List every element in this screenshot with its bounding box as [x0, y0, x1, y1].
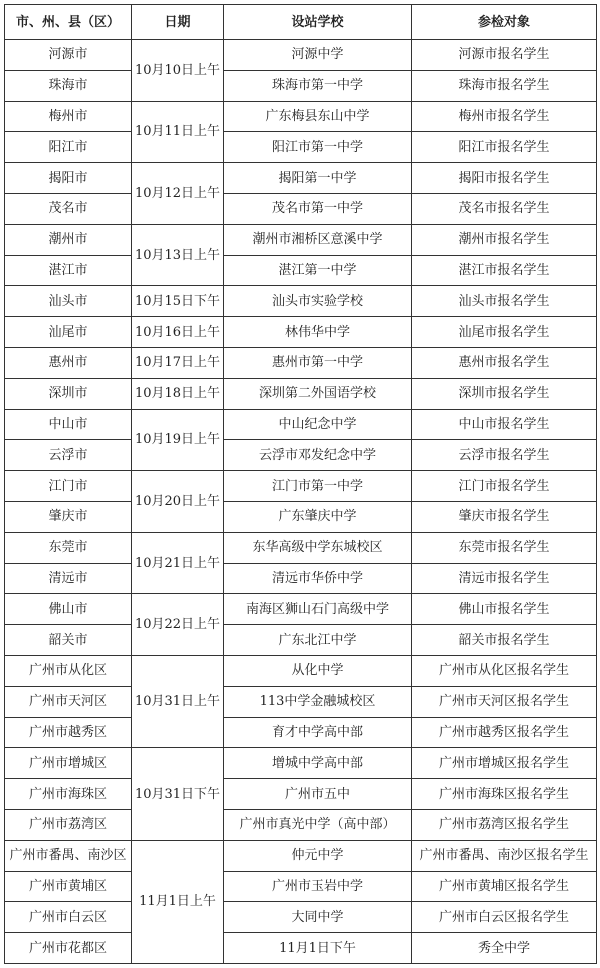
date-cell: 10月22日上午 [132, 594, 224, 656]
table-row [5, 655, 597, 686]
target-cell: 广州市从化区报名学生 [412, 655, 597, 686]
header-school: 设站学校 [224, 5, 412, 40]
date-cell: 10月20日上午 [132, 471, 224, 533]
table-row [5, 440, 597, 471]
school-cell: 从化中学 [224, 655, 412, 686]
target-cell: 广州市增城区报名学生 [412, 748, 597, 779]
date-cell: 10月21日上午 [132, 532, 224, 594]
header-target: 参检对象 [412, 5, 597, 40]
table-row [5, 409, 597, 440]
header-region: 市、州、县（区） [5, 5, 132, 40]
region-cell: 佛山市 [5, 594, 132, 625]
target-cell: 佛山市报名学生 [412, 594, 597, 625]
table-row [5, 532, 597, 563]
region-cell: 梅州市 [5, 101, 132, 132]
school-cell: 仲元中学 [224, 840, 412, 871]
school-cell: 育才中学高中部 [224, 717, 412, 748]
school-cell: 汕头市实验学校 [224, 286, 412, 317]
region-cell: 河源市 [5, 40, 132, 71]
target-cell: 茂名市报名学生 [412, 193, 597, 224]
target-cell: 广州市越秀区报名学生 [412, 717, 597, 748]
region-cell: 江门市 [5, 471, 132, 502]
header-row [5, 5, 597, 40]
school-cell: 惠州市第一中学 [224, 347, 412, 378]
region-cell: 揭阳市 [5, 163, 132, 194]
table-row [5, 224, 597, 255]
table-row [5, 686, 597, 717]
table-row [5, 193, 597, 224]
target-cell: 广州市白云区报名学生 [412, 902, 597, 933]
table-row [5, 933, 597, 964]
region-cell: 茂名市 [5, 193, 132, 224]
target-cell: 汕头市报名学生 [412, 286, 597, 317]
date-cell: 10月31日上午 [132, 655, 224, 747]
table-row [5, 871, 597, 902]
region-cell: 广州市黄埔区 [5, 871, 132, 902]
table-row [5, 347, 597, 378]
date-cell: 10月15日下午 [132, 286, 224, 317]
region-cell: 汕尾市 [5, 317, 132, 348]
school-cell: 揭阳第一中学 [224, 163, 412, 194]
school-cell: 湛江第一中学 [224, 255, 412, 286]
table-row [5, 809, 597, 840]
table-row [5, 101, 597, 132]
region-cell: 广州市番禺、南沙区 [5, 840, 132, 871]
table-row [5, 471, 597, 502]
school-cell: 增城中学高中部 [224, 748, 412, 779]
region-cell: 潮州市 [5, 224, 132, 255]
table-row [5, 40, 597, 71]
table-row [5, 594, 597, 625]
school-cell: 南海区狮山石门高级中学 [224, 594, 412, 625]
target-cell: 清远市报名学生 [412, 563, 597, 594]
region-cell: 广州市花都区 [5, 933, 132, 964]
table-row [5, 286, 597, 317]
table-row [5, 163, 597, 194]
region-cell: 东莞市 [5, 532, 132, 563]
school-cell: 广州市真光中学（高中部） [224, 809, 412, 840]
region-cell: 广州市海珠区 [5, 779, 132, 810]
region-cell: 惠州市 [5, 347, 132, 378]
school-cell: 茂名市第一中学 [224, 193, 412, 224]
table-row [5, 378, 597, 409]
table-row [5, 132, 597, 163]
region-cell: 广州市越秀区 [5, 717, 132, 748]
target-cell: 梅州市报名学生 [412, 101, 597, 132]
region-cell: 肇庆市 [5, 501, 132, 532]
target-cell: 深圳市报名学生 [412, 378, 597, 409]
region-cell: 广州市天河区 [5, 686, 132, 717]
target-cell: 广州市海珠区报名学生 [412, 779, 597, 810]
region-cell: 韶关市 [5, 625, 132, 656]
table-row [5, 255, 597, 286]
school-cell: 阳江市第一中学 [224, 132, 412, 163]
table-row [5, 563, 597, 594]
region-cell: 广州市从化区 [5, 655, 132, 686]
date-cell: 10月10日上午 [132, 40, 224, 102]
header-date: 日期 [132, 5, 224, 40]
target-cell: 汕尾市报名学生 [412, 317, 597, 348]
region-cell: 清远市 [5, 563, 132, 594]
table-row [5, 625, 597, 656]
target-cell: 江门市报名学生 [412, 471, 597, 502]
target-cell: 湛江市报名学生 [412, 255, 597, 286]
school-cell: 江门市第一中学 [224, 471, 412, 502]
date-cell: 11月1日上午 [132, 840, 224, 963]
region-cell: 云浮市 [5, 440, 132, 471]
region-cell: 广州市增城区 [5, 748, 132, 779]
target-cell: 东莞市报名学生 [412, 532, 597, 563]
table-body [5, 40, 597, 964]
date-cell: 10月11日上午 [132, 101, 224, 163]
school-cell: 大同中学 [224, 902, 412, 933]
region-cell: 中山市 [5, 409, 132, 440]
region-cell: 深圳市 [5, 378, 132, 409]
school-cell: 清远市华侨中学 [224, 563, 412, 594]
table-row [5, 317, 597, 348]
school-cell: 113中学金融城校区 [224, 686, 412, 717]
date-cell: 10月19日上午 [132, 409, 224, 471]
school-cell: 深圳第二外国语学校 [224, 378, 412, 409]
target-cell: 广州市天河区报名学生 [412, 686, 597, 717]
table-row [5, 70, 597, 101]
target-cell: 广州市黄埔区报名学生 [412, 871, 597, 902]
region-cell: 汕头市 [5, 286, 132, 317]
target-cell: 中山市报名学生 [412, 409, 597, 440]
target-cell: 肇庆市报名学生 [412, 501, 597, 532]
date-cell: 10月18日上午 [132, 378, 224, 409]
target-cell: 潮州市报名学生 [412, 224, 597, 255]
target-cell: 云浮市报名学生 [412, 440, 597, 471]
school-cell: 广东北江中学 [224, 625, 412, 656]
region-cell: 广州市荔湾区 [5, 809, 132, 840]
region-cell: 湛江市 [5, 255, 132, 286]
school-cell: 河源中学 [224, 40, 412, 71]
target-cell: 揭阳市报名学生 [412, 163, 597, 194]
target-cell: 惠州市报名学生 [412, 347, 597, 378]
school-cell: 珠海市第一中学 [224, 70, 412, 101]
school-cell: 广州市玉岩中学 [224, 871, 412, 902]
date-cell: 10月17日上午 [132, 347, 224, 378]
schedule-table [4, 4, 597, 964]
school-cell: 林伟华中学 [224, 317, 412, 348]
date-cell: 10月16日上午 [132, 317, 224, 348]
table-row [5, 501, 597, 532]
school-cell: 云浮市邓发纪念中学 [224, 440, 412, 471]
target-cell: 阳江市报名学生 [412, 132, 597, 163]
date-cell: 10月31日下午 [132, 748, 224, 840]
region-cell: 珠海市 [5, 70, 132, 101]
table-row [5, 748, 597, 779]
school-cell: 东华高级中学东城校区 [224, 532, 412, 563]
region-cell: 广州市白云区 [5, 902, 132, 933]
school-cell: 广东梅县东山中学 [224, 101, 412, 132]
date-cell: 11月1日下午 [224, 933, 412, 964]
date-cell: 10月13日上午 [132, 224, 224, 286]
table-row [5, 840, 597, 871]
target-cell: 广州市番禺、南沙区报名学生 [412, 840, 597, 871]
date-cell: 10月12日上午 [132, 163, 224, 225]
region-cell: 阳江市 [5, 132, 132, 163]
school-cell: 中山纪念中学 [224, 409, 412, 440]
target-cell: 韶关市报名学生 [412, 625, 597, 656]
school-cell: 广州市五中 [224, 779, 412, 810]
table-row [5, 779, 597, 810]
table-row [5, 902, 597, 933]
school-cell: 广东肇庆中学 [224, 501, 412, 532]
target-cell: 广州市荔湾区报名学生 [412, 809, 597, 840]
target-cell: 河源市报名学生 [412, 40, 597, 71]
school-cell: 秀全中学 [412, 933, 597, 964]
school-cell: 潮州市湘桥区意溪中学 [224, 224, 412, 255]
target-cell: 珠海市报名学生 [412, 70, 597, 101]
table-row [5, 717, 597, 748]
